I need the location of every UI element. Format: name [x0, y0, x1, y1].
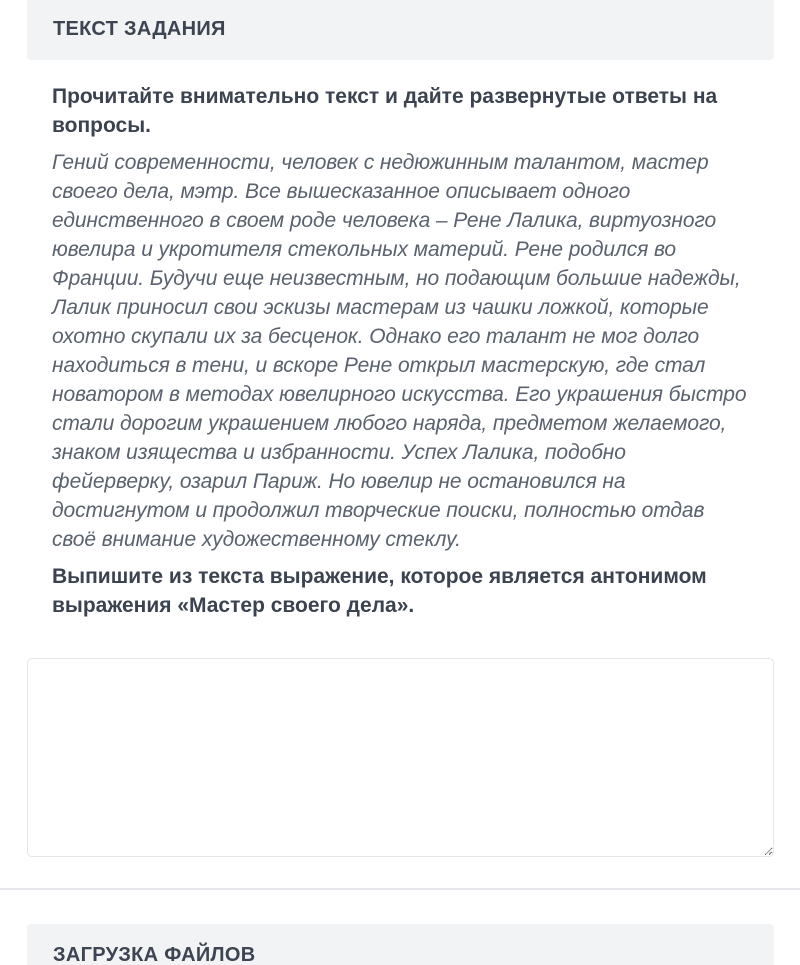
section-divider [0, 888, 800, 890]
task-content [52, 82, 752, 620]
resize-handle-icon[interactable] [764, 847, 772, 855]
file-upload-header: ЗАГРУЗКА ФАЙЛОВ [27, 924, 774, 965]
task-question: Выпишите из текста выражение, которое является антонимом выражения «Мастер своего дела». [52, 565, 707, 617]
answer-textarea[interactable] [27, 658, 774, 857]
task-instruction: Прочитайте внимательно текст и дайте развернутые ответы на вопросы. [52, 85, 718, 137]
task-passage: Гений современности, человек с недюжинным талантом, мастер своего дела, мэтр. Все вышесказанное описывает одного единственного в своем роде человека – Рене Лалика, виртуозного ювелира и укротителя стекольных материй. Рене родился во Франции. Будучи еще неизвестным, но подающим большие надежды, Лалик приносил свои эскизы мастерам из чашки ложкой, которые охотно скупали их за бесценок. Однако его талант не мог долго находиться в тени, и вскоре Рене открыл мастерскую, где стал новатором в методах ювелирного искусства. Его украшения быстро стали дорогим украшением любого наряда, предметом желаемого, знаком изящества и избранности. Успех Лалика, подобно фейерверку, озарил Париж. Но ювелир не остановился на достигнутом и продолжил творческие поиски, полностью отдав своё внимание художественному стеклу. [52, 151, 747, 551]
task-text-header: ТЕКСТ ЗАДАНИЯ [27, 0, 774, 60]
